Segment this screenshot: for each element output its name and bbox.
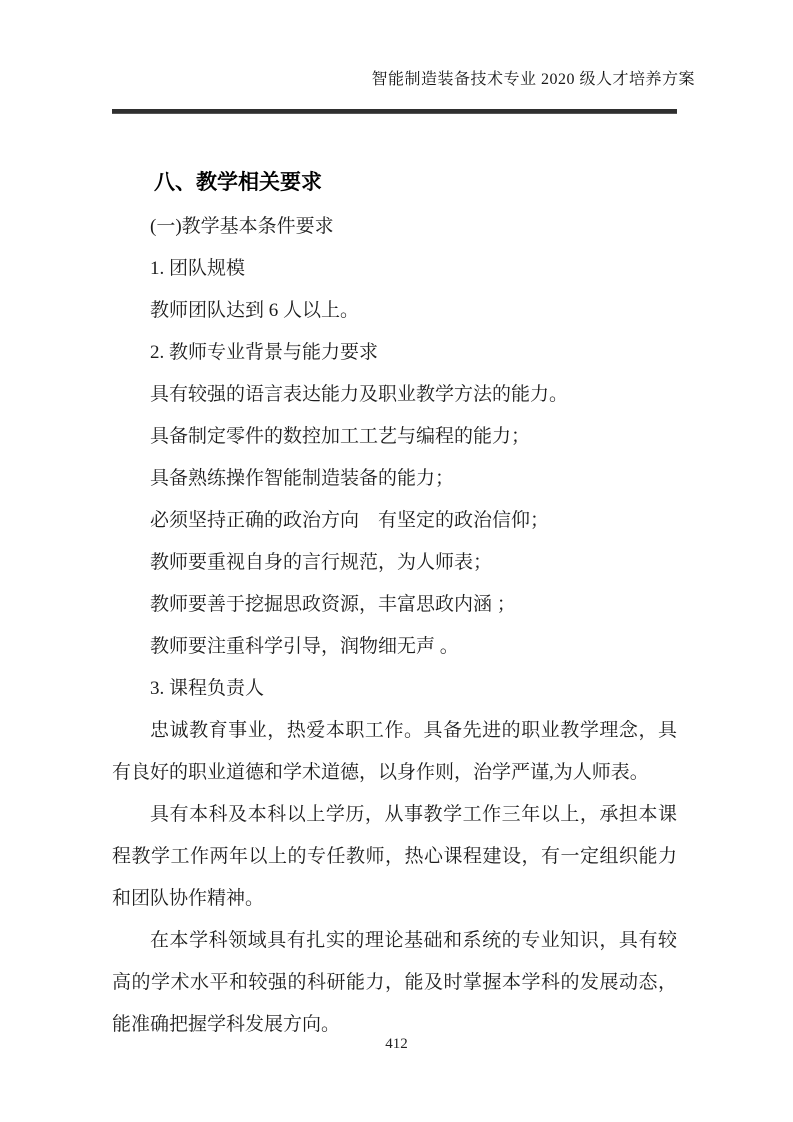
paragraph: 具有较强的语言表达能力及职业教学方法的能力。: [150, 384, 569, 405]
page-number: 412: [385, 1036, 408, 1052]
paragraph: 教师要善于挖掘思政资源，丰富思政内涵 ；: [150, 594, 516, 615]
paragraph: 具备制定零件的数控加工工艺与编程的能力；: [150, 426, 531, 447]
paragraph: 忠诚教育事业，热爱本职工作。具备先进的职业教学理念，具有良好的职业道德和学术道德，以身作则，治学严谨,为人师表。: [112, 720, 677, 783]
paragraph: 必须坚持正确的政治方向 有坚定的政治信仰；: [150, 510, 550, 531]
document-body: [112, 160, 677, 1046]
paragraph-item-1-title: 1. 团队规模: [150, 258, 246, 279]
paragraph: 教师要注重科学引导，润物细无声 。: [150, 636, 459, 657]
page-header: [112, 0, 695, 120]
section-heading: 八、教学相关要求: [154, 171, 322, 194]
paragraph-item-2-title: 2. 教师专业背景与能力要求: [150, 342, 379, 363]
header-rule-divider: [112, 109, 677, 114]
paragraph: 具备熟练操作智能制造装备的能力；: [150, 468, 455, 489]
paragraph: 教师要重视自身的言行规范，为人师表；: [150, 552, 493, 573]
paragraph: 教师团队达到 6 人以上。: [150, 300, 360, 321]
paragraph-item-3-title: 3. 课程负责人: [150, 678, 265, 699]
paragraph-subsection-title: (一)教学基本条件要求: [150, 216, 334, 237]
page-footer: [0, 1036, 793, 1053]
paragraph: 在本学科领域具有扎实的理论基础和系统的专业知识，具有较高的学术水平和较强的科研能力，能及时掌握本学科的发展动态，能准确把握学科发展方向。: [112, 930, 677, 1035]
header-title: 智能制造装备技术专业 2020 级人才培养方案: [371, 71, 695, 88]
paragraph: 具有本科及本科以上学历，从事教学工作三年以上，承担本课程教学工作两年以上的专任教师，热心课程建设，有一定组织能力和团队协作精神。: [112, 804, 677, 909]
